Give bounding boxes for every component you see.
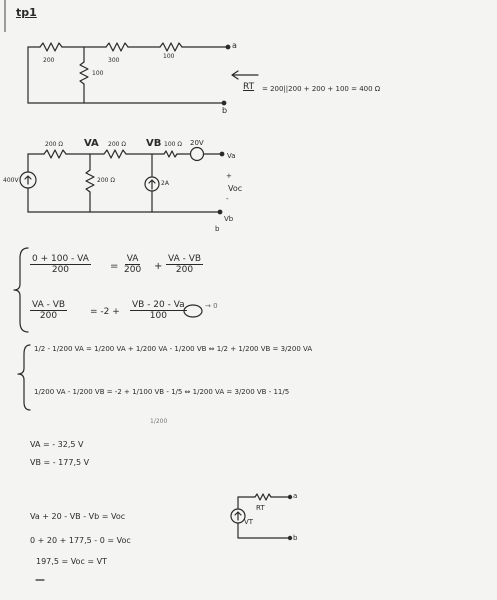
c1-r1-label: 200 xyxy=(43,57,55,64)
c2-node-vb: Vb xyxy=(224,215,234,223)
eq2-left-fraction: $\frac{VA - VB}{200}$ xyxy=(32,300,66,321)
system2-line2: 1/200 VA - 1/200 VB = -2 + 1/100 VB - 1/5 ⇔ 1/200 VA = 3/200 VB - 11/5 xyxy=(34,388,290,396)
page-title: tp1 xyxy=(16,6,37,19)
system2-line1: 1/2 - 1/200 VA = 1/200 VA + 1/200 VA - 1/200 VB ⇔ 1/2 + 1/200 VB = 3/200 VA xyxy=(34,345,313,353)
eq1-equals: = xyxy=(110,261,119,272)
thevenin-b: b xyxy=(293,534,298,542)
c1-shunt-label: 100 xyxy=(92,70,104,77)
c2-va-label: VA xyxy=(84,138,99,149)
brace-system-1 xyxy=(14,248,28,332)
rt-equation: = 200||200 + 200 + 100 = 400 Ω xyxy=(262,85,381,93)
thevenin-vt: VT xyxy=(244,518,254,526)
c2-voc: Voc xyxy=(228,184,243,193)
resistor-shunt-200 xyxy=(86,170,94,192)
c2-r1-label: 200 Ω xyxy=(45,141,63,148)
eq2-const: = -2 + xyxy=(90,307,120,317)
eq2-right-fraction: $\frac{VB - 20 - Va}{100}$ xyxy=(132,300,185,321)
result-va: VA = - 32,5 V xyxy=(30,440,84,449)
c2-voc-plus: + xyxy=(226,172,232,180)
resistor-300 xyxy=(106,43,128,51)
eq1-left-fraction: $\frac{0 + 100 - VA}{200}$ xyxy=(32,254,89,275)
final-line-2: 0 + 20 + 177,5 - 0 = Voc xyxy=(30,536,131,545)
system2-under-note: 1/200 xyxy=(150,418,168,425)
c1-r2-label: 300 xyxy=(108,57,120,64)
resistor-100c xyxy=(164,151,177,157)
rt-label: RT xyxy=(243,82,255,92)
final-line-3: 197,5 = Voc = VT xyxy=(36,557,107,566)
c1-node-b: b xyxy=(222,106,228,115)
resistor-200 xyxy=(40,43,62,51)
c2-r3-label: 100 Ω xyxy=(164,141,182,148)
c1-r3-label: 100 xyxy=(163,53,175,60)
thevenin-rt: RT xyxy=(256,504,265,512)
thevenin-a: a xyxy=(293,492,298,500)
c2-source-left: 400V xyxy=(3,177,19,184)
circuit-1 xyxy=(28,43,258,105)
result-vb: VB = - 177,5 V xyxy=(30,458,90,467)
eq1-mid-fraction: $\frac{VA}{200}$ xyxy=(124,254,142,275)
c2-r2-label: 200 Ω xyxy=(108,141,126,148)
thevenin-circuit xyxy=(231,494,292,540)
resistor-200b xyxy=(104,150,126,158)
c2-shunt-label: 200 Ω xyxy=(97,177,115,184)
c2-vsrc-label: 20V xyxy=(190,139,204,147)
circuit-2 xyxy=(20,148,224,214)
resistor-shunt-100 xyxy=(80,62,88,84)
resistor-100 xyxy=(160,43,182,51)
c2-node-va: Va xyxy=(227,152,236,160)
brace-system-2 xyxy=(18,345,30,410)
eq2-note: → 0 xyxy=(205,302,218,310)
final-line-1: Va + 20 - VB - Vb = Voc xyxy=(30,512,126,521)
c2-voc-minus: - xyxy=(226,195,229,203)
resistor-rt xyxy=(255,494,271,500)
eq1-plus: + xyxy=(154,261,163,272)
c2-current-label: 2A xyxy=(161,180,169,187)
c2-node-b: b xyxy=(215,225,220,233)
eq1-right-fraction: $\frac{VA - VB}{200}$ xyxy=(168,254,202,275)
c1-node-a: a xyxy=(232,41,237,50)
c2-vb-label: VB xyxy=(146,138,162,149)
resistor-200a xyxy=(44,150,66,158)
